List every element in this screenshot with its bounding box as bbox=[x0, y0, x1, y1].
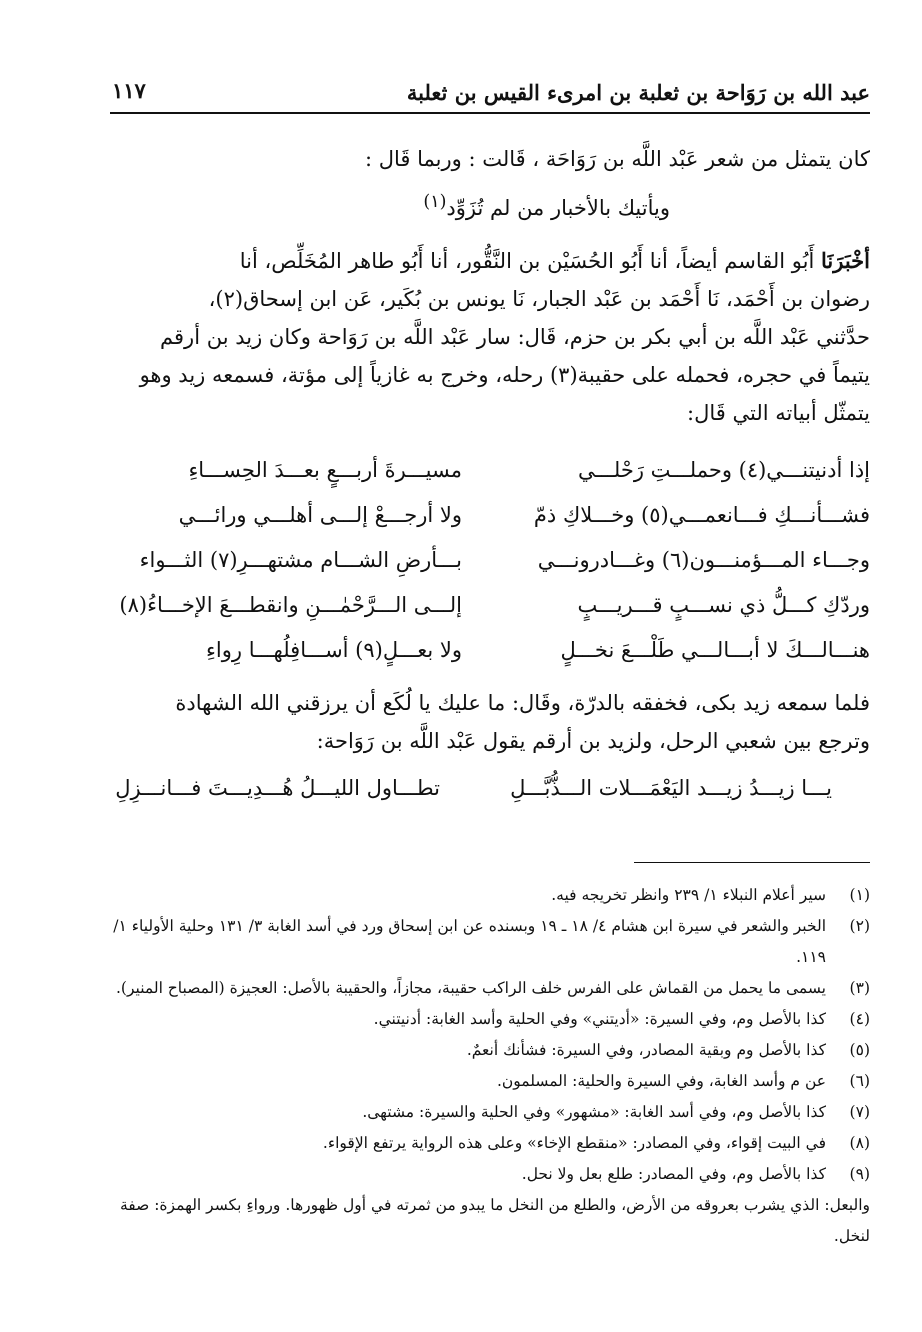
footnote-text: كذا بالأصل وم، وفي أسد الغابة: «مشهور» وفي الحلية والسيرة: مشتهى. bbox=[362, 1103, 826, 1121]
footnote-number: (٢) bbox=[849, 917, 870, 935]
page-number: ١١٧ bbox=[112, 78, 146, 103]
footnote bbox=[110, 1159, 870, 1190]
footnote-text: يسمى ما يحمل من القماش على الفرس خلف الراكب حقيبة، مجازاً، والحقيبة بالأصل: العجيزة (المصباح المنير). bbox=[116, 979, 826, 997]
poem-verse bbox=[110, 503, 870, 548]
footnote bbox=[110, 1035, 870, 1066]
first-hemistich: وردّكِ كـــلُّ ذي نســـبٍ قـــريـــبٍ bbox=[577, 593, 870, 617]
poem-verse bbox=[110, 548, 870, 593]
footnote-divider bbox=[634, 862, 870, 863]
footnote-number: (٧) bbox=[849, 1103, 870, 1121]
footnote-text: كذا بالأصل وم وبقية المصادر، وفي السيرة: فشأنك أنعمٌ. bbox=[466, 1041, 826, 1059]
footnote bbox=[110, 911, 870, 973]
footnote-ref-1: (١) bbox=[423, 192, 447, 212]
narration-line-5: يتمثّل أبياته التي قَال: bbox=[687, 401, 870, 425]
poem-verse bbox=[110, 593, 870, 638]
after-poem-line-1: فلما سمعه زيد بكى، فخفقه بالدرّة، وقَال: ما عليك يا لُكَع أن يرزقني الله الشهادة bbox=[175, 691, 870, 715]
poem-verse bbox=[110, 458, 870, 503]
footnote-text: في البيت إقواء، وفي المصادر: «منقطع الإخاء» وعلى هذه الرواية يرتفع الإقواء. bbox=[322, 1134, 826, 1152]
footnote-number: (٨) bbox=[849, 1134, 870, 1152]
narration-line-1-text: أَبُو القاسم أيضاً، أنا أَبُو الحُسَيْن بن النَّقُّور، أنا أَبُو طاهر المُخَلِّص، أنا bbox=[239, 249, 815, 273]
narration-line-4: يتيماً في حجره، فحمله على حقيبة(٣) رحله، وخرج به غازياً إلى مؤتة، فسمعه زيد وهو bbox=[139, 363, 870, 387]
second-hemistich: تطـــاول الليـــلُ هُـــدِيـــتَ فـــانـــزِلِ bbox=[115, 776, 440, 800]
header-title: عبد الله بن رَوَاحة بن ثعلبة بن امرىء القيس بن ثعلبة bbox=[406, 80, 870, 105]
narration-lead: أخْبَرَنَا bbox=[821, 248, 870, 273]
after-poem-block bbox=[110, 684, 870, 760]
after-poem-line-2: وترجع بين شعبي الرحل، ولزيد بن أرقم يقول عَبْد اللَّه بن رَوَاحة: bbox=[316, 729, 870, 753]
footnote bbox=[110, 973, 870, 1004]
footnote-continuation: والبعل: الذي يشرب بعروقه من الأرض، والطلع من النخل ما يبدو من ثمرته في أول ظهورها. ورواءِ بكسر الهمزة: صفة لنخل. bbox=[119, 1196, 870, 1245]
first-hemistich: إذا أدنيتنـــي(٤) وحملـــتِ رَحْلـــي bbox=[577, 458, 870, 482]
footnote-text: كذا بالأصل وم، وفي السيرة: «أديتني» وفي الحلية وأسد الغابة: أدنيتني. bbox=[373, 1010, 826, 1028]
poem bbox=[110, 458, 870, 683]
narration-line-2: رضوان بن أَحْمَد، نَا أَحْمَد بن عَبْد الجبار، نَا يونس بن بُكَير، عَن ابن إسحاق(٢)، bbox=[208, 287, 870, 311]
narration-block bbox=[110, 242, 870, 432]
second-hemistich: إلـــى الـــرَّحْمٰـــنِ وانقطـــعَ الإخـــاءُ(٨) bbox=[119, 593, 462, 617]
footnote-number: (٥) bbox=[849, 1041, 870, 1059]
footnote bbox=[110, 1066, 870, 1097]
second-hemistich: مسيـــرةَ أربـــعٍ بعـــدَ الحِســـاءِ bbox=[188, 458, 462, 482]
footnote-number: (٤) bbox=[849, 1010, 870, 1028]
second-hemistich: ولا أرجـــعْ إلـــى أهلـــي ورائـــي bbox=[178, 503, 462, 527]
footnote bbox=[110, 880, 870, 911]
footnote-text: كذا بالأصل وم، وفي المصادر: طلع بعل ولا نحل. bbox=[521, 1165, 826, 1183]
second-hemistich: بـــأرضِ الشـــام مشتهـــرِ(٧) الثـــواء bbox=[139, 548, 462, 572]
footnote bbox=[110, 1097, 870, 1128]
footnote-number: (١) bbox=[849, 886, 870, 904]
footnote-text: سير أعلام النبلاء ١/ ٢٣٩ وانظر تخريجه فيه. bbox=[551, 886, 826, 904]
poem-verse bbox=[110, 638, 870, 683]
intro-line: كان يتمثل من شعر عَبْد اللَّه بن رَوَاحَة ، قَالت : وربما قَال : bbox=[365, 147, 870, 171]
second-hemistich: ولا بعـــلٍ(٩) أســـافِلُهـــا رِواءِ bbox=[206, 638, 462, 662]
first-hemistich: هنـــالـــكَ لا أبـــالـــي طَلْـــعَ نخـــلٍ bbox=[560, 638, 870, 662]
footnote bbox=[110, 1128, 870, 1159]
quoted-verse bbox=[423, 192, 670, 220]
footnote-number: (٣) bbox=[849, 979, 870, 997]
narration-line-3: حدَّثني عَبْد اللَّه بن أبي بكر بن حزم، قَال: سار عَبْد اللَّه بن رَوَاحة وكان زيد بن أرقم bbox=[160, 325, 870, 349]
narration-line-1 bbox=[110, 242, 870, 280]
first-hemistich: يـــا زيـــدُ زيـــد اليَعْمَـــلات الـــذُّبَّـــلِ bbox=[510, 776, 832, 800]
footnotes bbox=[110, 880, 870, 1252]
intro-block bbox=[110, 140, 870, 178]
running-header bbox=[110, 72, 870, 114]
first-hemistich: وجـــاء المـــؤمنـــون(٦) وغـــادرونـــي bbox=[537, 548, 870, 572]
footnote-text: عن م وأسد الغابة، وفي السيرة والحلية: المسلمون. bbox=[496, 1072, 826, 1090]
footnote-number: (٩) bbox=[849, 1165, 870, 1183]
footnote-text: الخبر والشعر في سيرة ابن هشام ٤/ ١٨ ـ ١٩ وبسنده عن ابن إسحاق ورد في أسد الغابة ٣/ ١٣١ وحلية الأولياء ١/ ١١٩. bbox=[113, 917, 826, 966]
footnote-number: (٦) bbox=[849, 1072, 870, 1090]
second-poem-verse bbox=[110, 776, 832, 820]
first-hemistich: فشـــأنـــكِ فـــانعمـــي(٥) وخـــلاكِ ذمّ bbox=[533, 503, 870, 527]
quoted-verse-text: ويأتيك بالأخبار من لم تُزَوِّد bbox=[446, 196, 670, 220]
footnote bbox=[110, 1004, 870, 1035]
